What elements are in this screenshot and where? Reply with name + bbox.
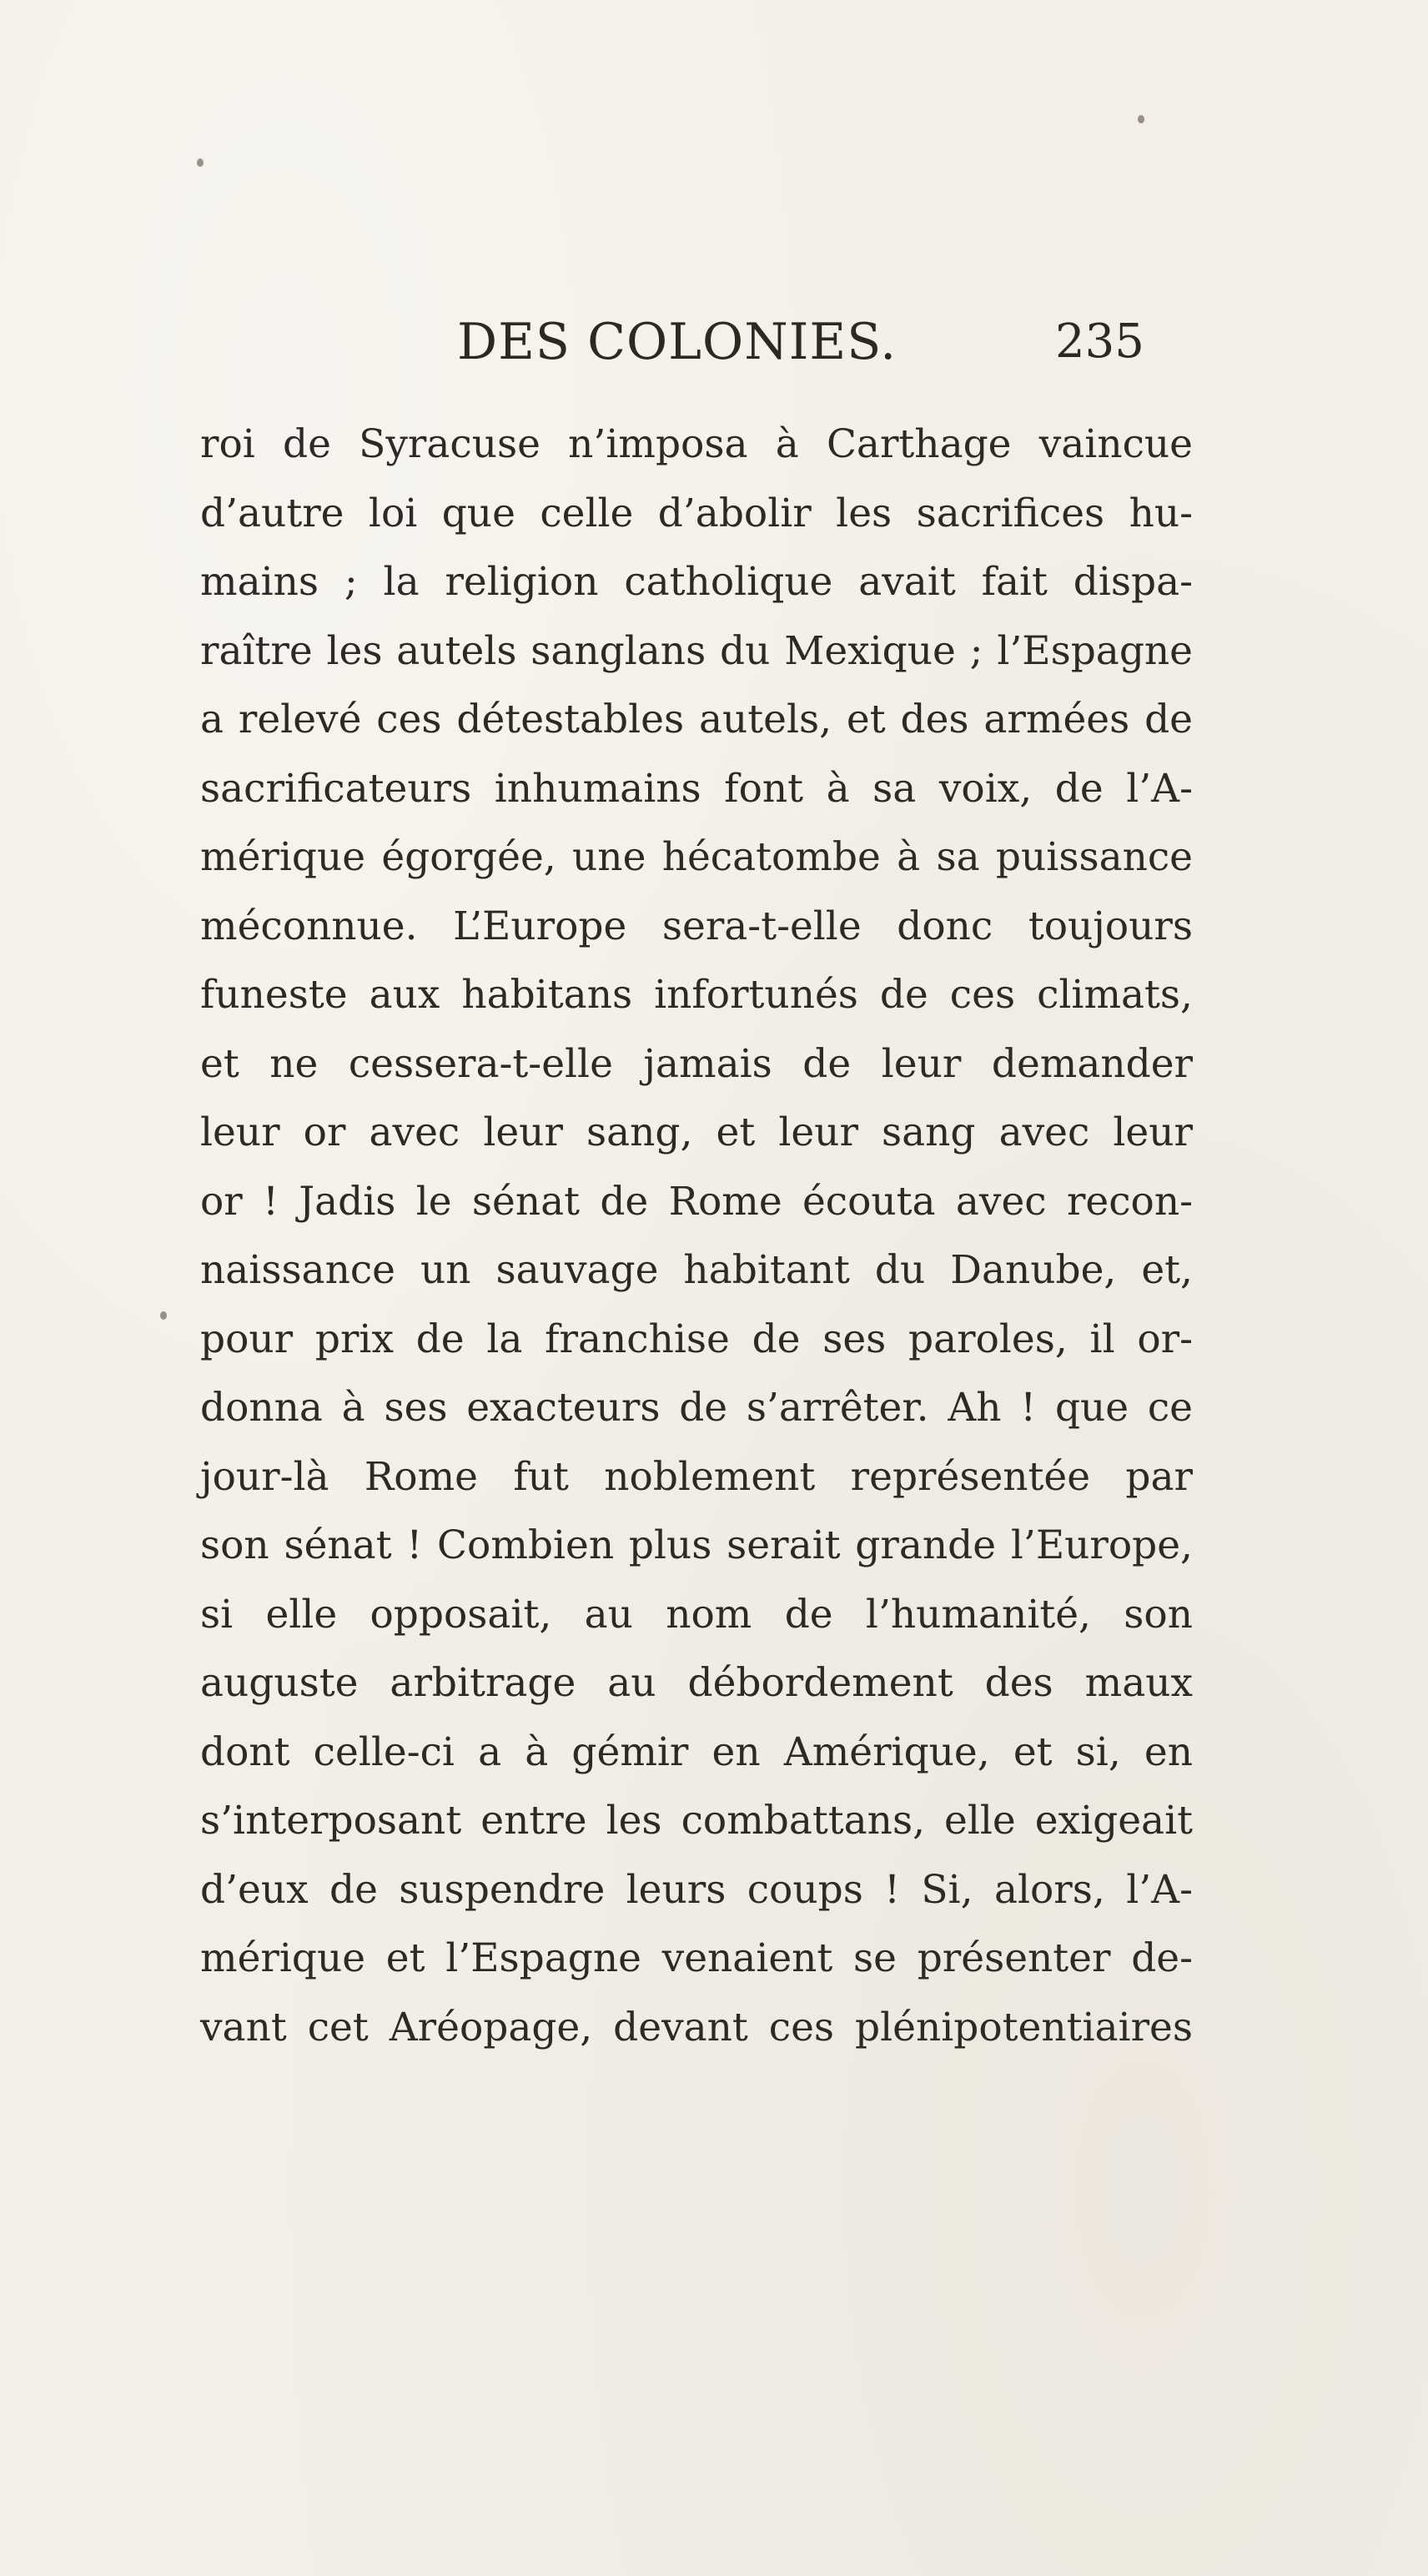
text-line: sacrificateurs inhumains font à sa voix, de l’A- (200, 765, 1193, 812)
text-line: s’interposant entre les combattans, elle exigeait (200, 1798, 1193, 1844)
text-line: pour prix de la franchise de ses paroles, il or- (200, 1316, 1193, 1362)
text-line: donna à ses exacteurs de s’arrêter. Ah ! que ce (200, 1385, 1193, 1431)
text-line: a relevé ces détestables autels, et des armées de (200, 697, 1193, 742)
text-line: méconnue. L’Europe sera-t-elle donc toujours (200, 903, 1193, 949)
text-line: roi de Syracuse n’imposa à Carthage vaincue (200, 421, 1193, 467)
text-line: dont celle-ci a à gémir en Amérique, et si, en (200, 1728, 1193, 1775)
ink-speck (197, 158, 204, 167)
text-line: si elle opposait, au nom de l’humanité, son (200, 1591, 1193, 1638)
running-title: DES COLONIES. (457, 313, 898, 371)
text-line: et ne cessera-t-elle jamais de leur demander (200, 1040, 1193, 1087)
text-line: vant cet Aréopage, devant ces plénipotentiaires (200, 2004, 1193, 2050)
running-head (0, 309, 1428, 375)
text-line: funeste aux habitans infortunés de ces climats, (200, 972, 1193, 1018)
text-line: auguste arbitrage au débordement des maux (200, 1660, 1193, 1706)
text-line: naissance un sauvage habitant du Danube, et, (200, 1247, 1193, 1293)
text-line: mérique égorgée, une hécatombe à sa puissance (200, 834, 1193, 880)
text-line: d’eux de suspendre leurs coups ! Si, alors, l’A- (200, 1866, 1193, 1913)
text-line: leur or avec leur sang, et leur sang avec leur (200, 1109, 1193, 1155)
text-line: jour-là Rome fut noblement représentée par (200, 1453, 1193, 1500)
text-line: mérique et l’Espagne venaient se présenter de- (200, 1935, 1193, 1981)
text-line: mains ; la religion catholique avait fait dispa- (200, 559, 1193, 605)
text-line: raître les autels sanglans du Mexique ; l’Espagne (200, 627, 1193, 674)
ink-speck (160, 1311, 167, 1320)
text-line: d’autre loi que celle d’abolir les sacrifices hu- (200, 490, 1193, 536)
ink-speck (1138, 115, 1144, 123)
body-text (200, 410, 1193, 2062)
text-line: or ! Jadis le sénat de Rome écouta avec recon- (200, 1178, 1193, 1225)
text-line: son sénat ! Combien plus serait grande l’Europe, (200, 1522, 1193, 1568)
page-number: 235 (1055, 314, 1144, 369)
